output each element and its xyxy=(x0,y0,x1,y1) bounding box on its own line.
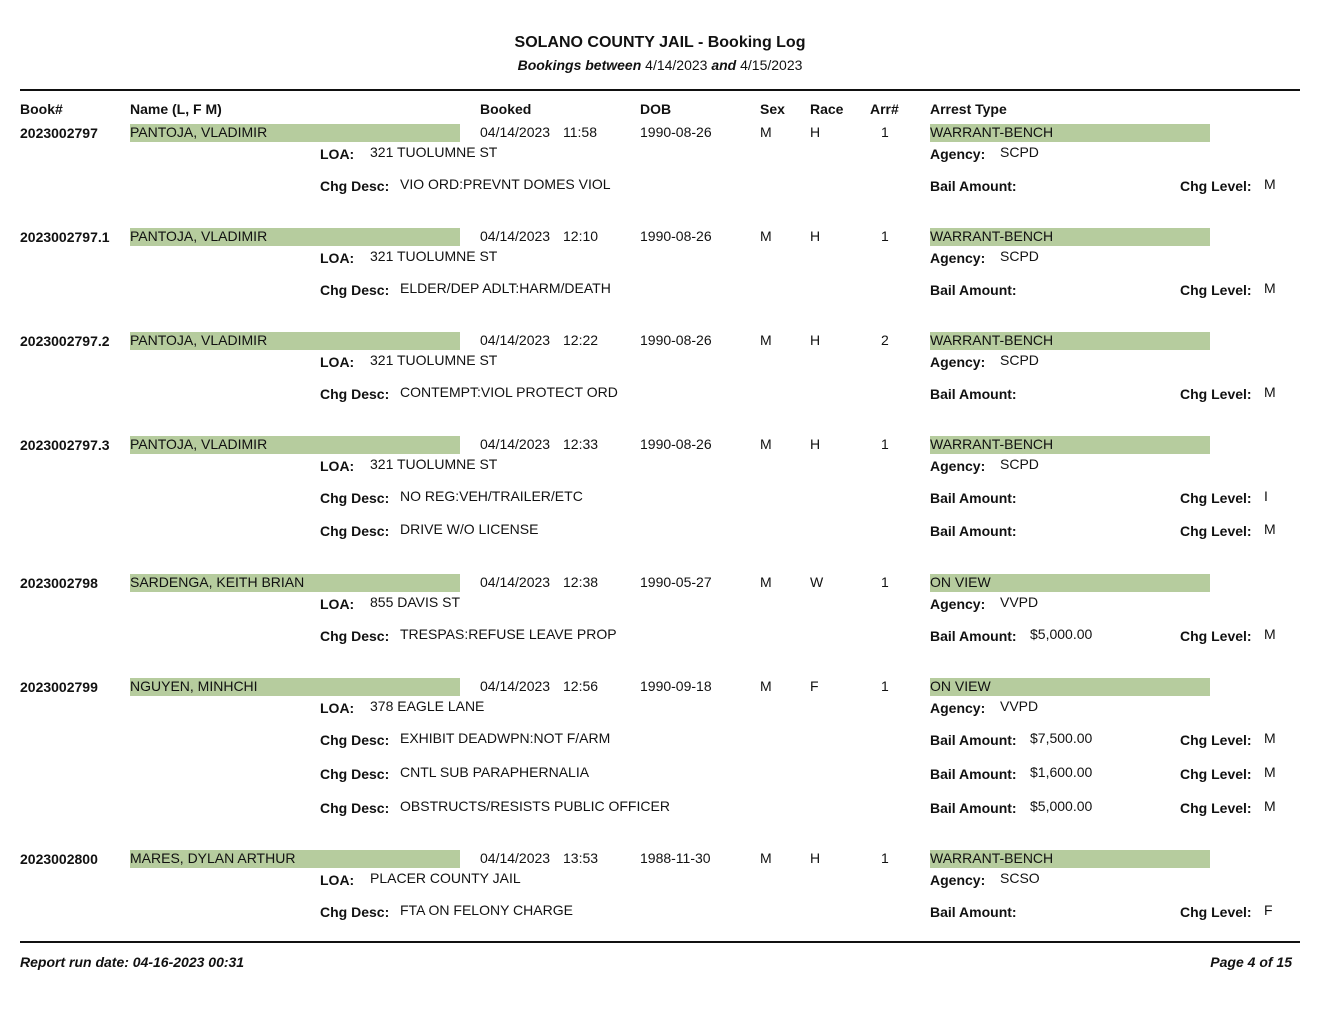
col-dob: DOB xyxy=(640,101,672,117)
arrest-type: WARRANT-BENCH xyxy=(930,850,1054,866)
charge-description: FTA ON FELONY CHARGE xyxy=(400,902,573,918)
sex: M xyxy=(760,228,772,244)
top-rule xyxy=(20,89,1300,91)
book-number: 2023002797.1 xyxy=(20,229,110,245)
arrest-number: 1 xyxy=(881,850,889,866)
arrest-type: ON VIEW xyxy=(930,678,991,694)
charge-description: TRESPAS:REFUSE LEAVE PROP xyxy=(400,626,617,642)
agency-value: VVPD xyxy=(1000,594,1039,610)
arrest-number: 1 xyxy=(881,574,889,590)
book-number: 2023002799 xyxy=(20,679,98,695)
loa-label: LOA: xyxy=(320,458,355,474)
arrest-type: ON VIEW xyxy=(930,574,991,590)
chg-desc-label: Chg Desc: xyxy=(320,800,390,816)
chg-level-label: Chg Level: xyxy=(1180,800,1252,816)
booked-time: 12:33 xyxy=(563,436,599,452)
sex: M xyxy=(760,850,772,866)
bail-amount: $1,600.00 xyxy=(1030,764,1093,780)
chg-level-label: Chg Level: xyxy=(1180,523,1252,539)
booked-date: 04/14/2023 xyxy=(480,228,551,244)
chg-desc-label: Chg Desc: xyxy=(320,282,390,298)
agency-value: SCSO xyxy=(1000,870,1040,886)
chg-desc-label: Chg Desc: xyxy=(320,386,390,402)
agency-label: Agency: xyxy=(930,596,986,612)
dob: 1990-08-26 xyxy=(640,436,712,452)
dob: 1990-08-26 xyxy=(640,332,712,348)
report-run-date: Report run date: 04-16-2023 00:31 xyxy=(20,954,245,970)
bail-amount-label: Bail Amount: xyxy=(930,732,1017,748)
chg-desc-label: Chg Desc: xyxy=(320,628,390,644)
report-title: SOLANO COUNTY JAIL - Booking Log xyxy=(514,34,806,51)
bail-amount: $7,500.00 xyxy=(1030,730,1093,746)
arrest-type: WARRANT-BENCH xyxy=(930,228,1054,244)
charge-level: M xyxy=(1264,176,1276,192)
dob: 1990-09-18 xyxy=(640,678,712,694)
bail-amount-label: Bail Amount: xyxy=(930,800,1017,816)
bail-amount-label: Bail Amount: xyxy=(930,628,1017,644)
agency-label: Agency: xyxy=(930,458,986,474)
col-arr: Arr# xyxy=(870,101,899,117)
bail-amount-label: Bail Amount: xyxy=(930,386,1017,402)
agency-value: VVPD xyxy=(1000,698,1039,714)
dob: 1990-05-27 xyxy=(640,574,712,590)
dob: 1990-08-26 xyxy=(640,228,712,244)
charge-level: M xyxy=(1264,730,1276,746)
bail-amount: $5,000.00 xyxy=(1030,798,1093,814)
charge-description: ELDER/DEP ADLT:HARM/DEATH xyxy=(400,280,611,296)
col-arrest-type: Arrest Type xyxy=(930,101,1007,117)
book-number: 2023002797 xyxy=(20,125,98,141)
subtitle-and: and xyxy=(711,57,737,73)
charge-description: NO REG:VEH/TRAILER/ETC xyxy=(400,488,583,504)
chg-level-label: Chg Level: xyxy=(1180,766,1252,782)
bottom-rule xyxy=(20,941,1300,943)
agency-label: Agency: xyxy=(930,872,986,888)
agency-label: Agency: xyxy=(930,146,986,162)
to-date: 4/15/2023 xyxy=(740,57,803,73)
agency-label: Agency: xyxy=(930,354,986,370)
inmate-name: SARDENGA, KEITH BRIAN xyxy=(130,574,305,590)
book-number: 2023002797.2 xyxy=(20,333,110,349)
bail-amount-label: Bail Amount: xyxy=(930,766,1017,782)
chg-level-label: Chg Level: xyxy=(1180,178,1252,194)
loa-value: 321 TUOLUMNE ST xyxy=(370,456,498,472)
col-race: Race xyxy=(810,101,844,117)
charge-level: M xyxy=(1264,384,1276,400)
race: H xyxy=(810,436,821,452)
chg-level-label: Chg Level: xyxy=(1180,282,1252,298)
chg-level-label: Chg Level: xyxy=(1180,490,1252,506)
loa-value: 855 DAVIS ST xyxy=(370,594,461,610)
page-number: Page 4 of 15 xyxy=(1210,954,1292,970)
race: H xyxy=(810,124,821,140)
charge-description: CONTEMPT:VIOL PROTECT ORD xyxy=(400,384,618,400)
charge-description: VIO ORD:PREVNT DOMES VIOL xyxy=(400,176,611,192)
book-number: 2023002797.3 xyxy=(20,437,110,453)
from-date: 4/14/2023 xyxy=(645,57,708,73)
arrest-number: 1 xyxy=(881,678,889,694)
sex: M xyxy=(760,124,772,140)
charge-level: F xyxy=(1264,902,1273,918)
charge-level: I xyxy=(1264,488,1268,504)
arrest-type: WARRANT-BENCH xyxy=(930,124,1054,140)
col-booked: Booked xyxy=(480,101,532,117)
charge-level: M xyxy=(1264,798,1276,814)
col-book: Book# xyxy=(20,101,63,117)
loa-label: LOA: xyxy=(320,146,355,162)
agency-value: SCPD xyxy=(1000,248,1039,264)
chg-level-label: Chg Level: xyxy=(1180,904,1252,920)
arrest-number: 1 xyxy=(881,228,889,244)
booked-date: 04/14/2023 xyxy=(480,678,551,694)
booked-date: 04/14/2023 xyxy=(480,124,551,140)
booked-date: 04/14/2023 xyxy=(480,332,551,348)
race: W xyxy=(810,574,824,590)
arrest-number: 2 xyxy=(881,332,889,348)
arrest-type: WARRANT-BENCH xyxy=(930,436,1054,452)
arrest-number: 1 xyxy=(881,124,889,140)
booked-date: 04/14/2023 xyxy=(480,574,551,590)
sex: M xyxy=(760,678,772,694)
loa-value: 321 TUOLUMNE ST xyxy=(370,144,498,160)
bail-amount: $5,000.00 xyxy=(1030,626,1093,642)
inmate-name: MARES, DYLAN ARTHUR xyxy=(130,850,296,866)
subtitle-prefix: Bookings between xyxy=(517,57,642,73)
sex: M xyxy=(760,574,772,590)
inmate-name: PANTOJA, VLADIMIR xyxy=(130,332,268,348)
dob: 1988-11-30 xyxy=(640,850,711,866)
charge-description: DRIVE W/O LICENSE xyxy=(400,521,539,537)
book-number: 2023002800 xyxy=(20,851,98,867)
booked-time: 12:56 xyxy=(563,678,599,694)
charge-level: M xyxy=(1264,626,1276,642)
inmate-name: NGUYEN, MINHCHI xyxy=(130,678,258,694)
booked-time: 13:53 xyxy=(563,850,599,866)
dob: 1990-08-26 xyxy=(640,124,712,140)
report-subtitle xyxy=(0,57,1320,73)
booked-time: 12:38 xyxy=(563,574,599,590)
arrest-type: WARRANT-BENCH xyxy=(930,332,1054,348)
bail-amount-label: Bail Amount: xyxy=(930,490,1017,506)
chg-desc-label: Chg Desc: xyxy=(320,178,390,194)
booked-date: 04/14/2023 xyxy=(480,850,551,866)
inmate-name: PANTOJA, VLADIMIR xyxy=(130,228,268,244)
charge-level: M xyxy=(1264,521,1276,537)
race: F xyxy=(810,678,819,694)
booked-time: 12:10 xyxy=(563,228,599,244)
booked-date: 04/14/2023 xyxy=(480,436,551,452)
chg-level-label: Chg Level: xyxy=(1180,732,1252,748)
loa-value: PLACER COUNTY JAIL xyxy=(370,870,521,886)
loa-label: LOA: xyxy=(320,354,355,370)
bail-amount-label: Bail Amount: xyxy=(930,523,1017,539)
loa-value: 321 TUOLUMNE ST xyxy=(370,352,498,368)
inmate-name: PANTOJA, VLADIMIR xyxy=(130,436,268,452)
race: H xyxy=(810,332,821,348)
booked-time: 11:58 xyxy=(563,124,597,140)
agency-label: Agency: xyxy=(930,250,986,266)
race: H xyxy=(810,228,821,244)
charge-description: CNTL SUB PARAPHERNALIA xyxy=(400,764,590,780)
chg-level-label: Chg Level: xyxy=(1180,386,1252,402)
loa-value: 321 TUOLUMNE ST xyxy=(370,248,498,264)
agency-value: SCPD xyxy=(1000,144,1039,160)
sex: M xyxy=(760,436,772,452)
loa-label: LOA: xyxy=(320,700,355,716)
chg-desc-label: Chg Desc: xyxy=(320,490,390,506)
chg-desc-label: Chg Desc: xyxy=(320,523,390,539)
chg-level-label: Chg Level: xyxy=(1180,628,1252,644)
loa-value: 378 EAGLE LANE xyxy=(370,698,485,714)
charge-level: M xyxy=(1264,764,1276,780)
charge-level: M xyxy=(1264,280,1276,296)
chg-desc-label: Chg Desc: xyxy=(320,766,390,782)
bail-amount-label: Bail Amount: xyxy=(930,282,1017,298)
sex: M xyxy=(760,332,772,348)
agency-value: SCPD xyxy=(1000,352,1039,368)
inmate-name: PANTOJA, VLADIMIR xyxy=(130,124,268,140)
loa-label: LOA: xyxy=(320,596,355,612)
arrest-number: 1 xyxy=(881,436,889,452)
agency-label: Agency: xyxy=(930,700,986,716)
chg-desc-label: Chg Desc: xyxy=(320,904,390,920)
charge-description: EXHIBIT DEADWPN:NOT F/ARM xyxy=(400,730,611,746)
loa-label: LOA: xyxy=(320,872,355,888)
book-number: 2023002798 xyxy=(20,575,98,591)
race: H xyxy=(810,850,821,866)
bail-amount-label: Bail Amount: xyxy=(930,178,1017,194)
bail-amount-label: Bail Amount: xyxy=(930,904,1017,920)
loa-label: LOA: xyxy=(320,250,355,266)
col-sex: Sex xyxy=(760,101,785,117)
col-name: Name (L, F M) xyxy=(130,101,222,117)
booked-time: 12:22 xyxy=(563,332,599,348)
chg-desc-label: Chg Desc: xyxy=(320,732,390,748)
charge-description: OBSTRUCTS/RESISTS PUBLIC OFFICER xyxy=(400,798,670,814)
agency-value: SCPD xyxy=(1000,456,1039,472)
